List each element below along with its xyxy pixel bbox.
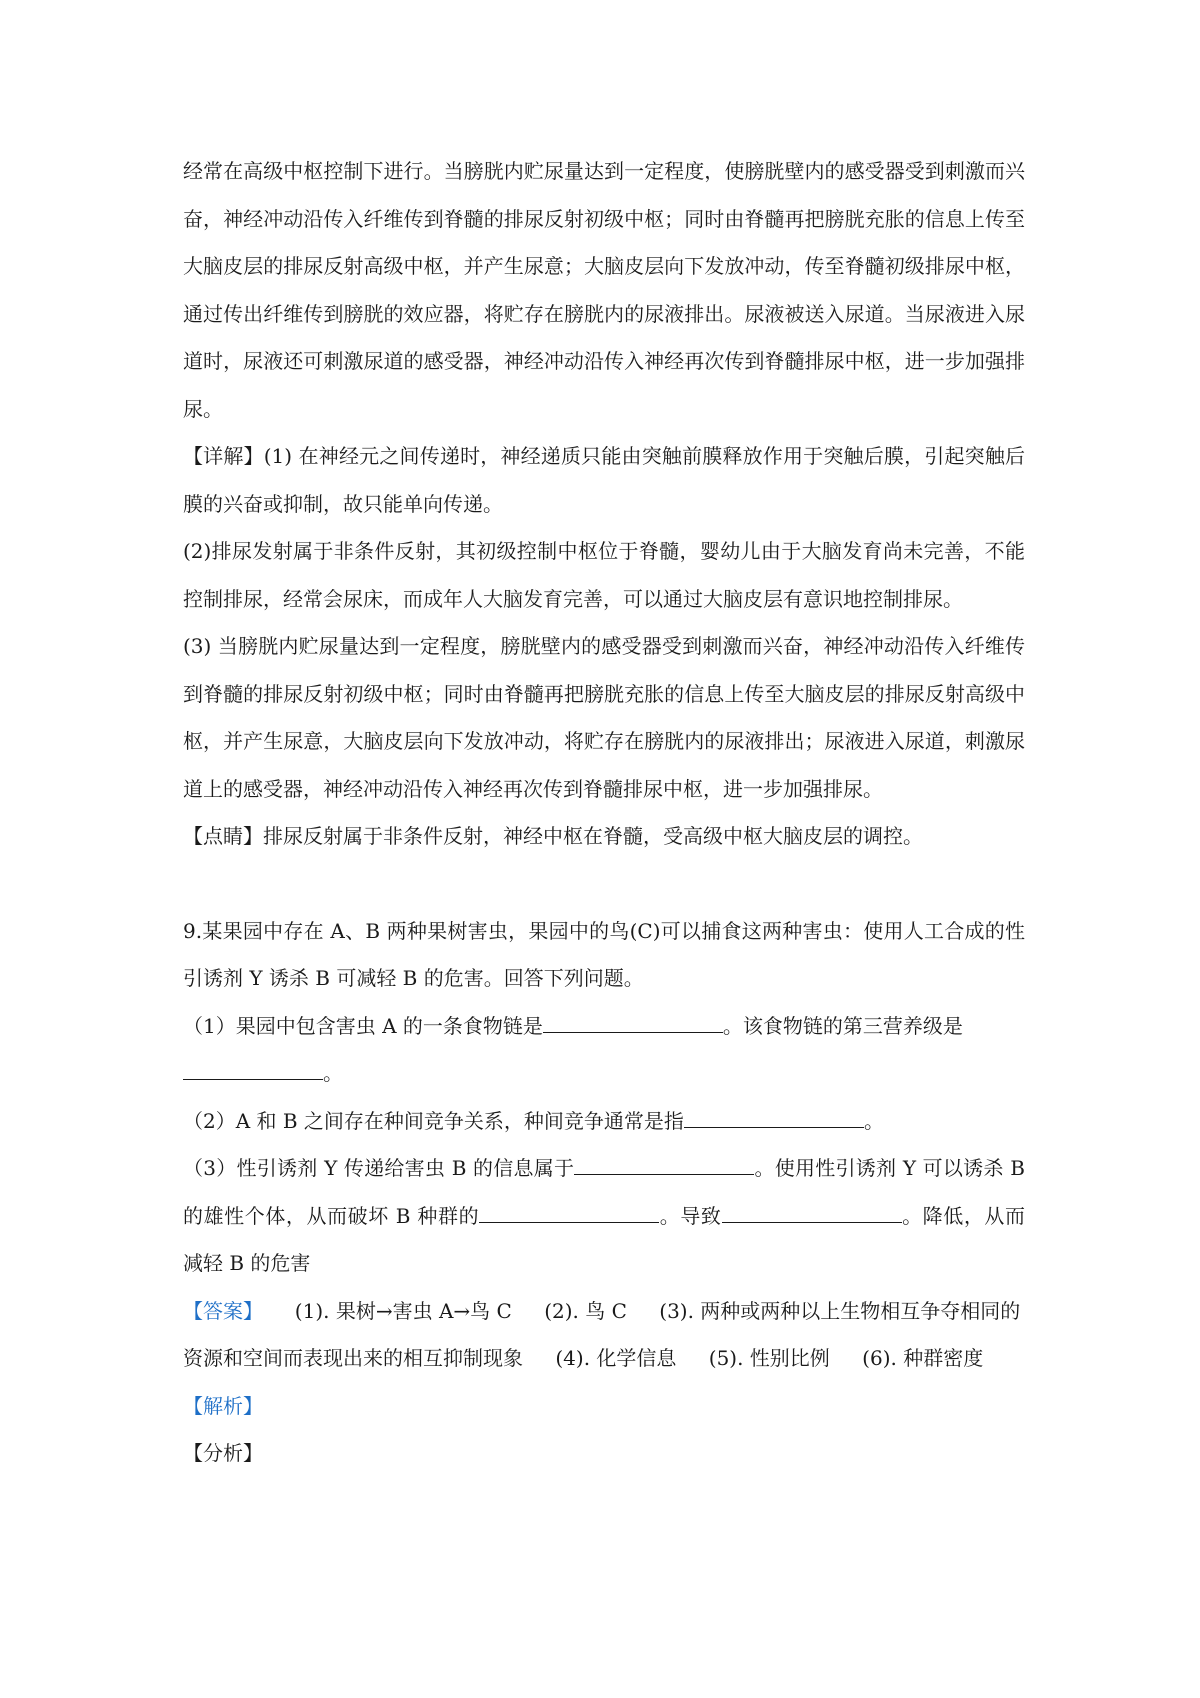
question-9-stem [183,908,1025,1003]
part-1-text-c: 。 [323,1061,343,1085]
part-2-text-b: 。 [863,1108,884,1133]
point-text: 排尿反射属于非条件反射，神经中枢在脊髓，受高级中枢大脑皮层的调控。 [263,824,923,848]
answer-item-6: (6). 种群密度 [862,1346,984,1370]
detail-text-1: (1) 在神经元之间传递时，神经递质只能由突触前膜释放作用于突触后膜，引起突触后膜的兴奋或抑制，故只能单向传递。 [183,444,1026,516]
answer-blank [684,1105,864,1128]
explanation-text: 经常在高级中枢控制下进行。当膀胱内贮尿量达到一定程度，使膀胱壁内的感受器受到刺激而兴奋，神经冲动沿传入纤维传到脊髓的排尿反射初级中枢；同时由脊髓再把膀胱充胀的信息上传至大脑皮层的排尿反射高级中枢，并产生尿意；大脑皮层向下发放冲动，传至脊髓初级排尿中枢，通过传出纤维传到膀胱的效应器，将贮存在膀胱内的尿液排出。尿液被送入尿道。当尿液进入尿道时，尿液还可刺激尿道的感受器，神经冲动沿传入神经再次传到脊髓排尿中枢，进一步加强排尿。 [183,159,1025,421]
answer-blank [183,1057,323,1080]
fenxi-heading [183,1430,1025,1478]
part-1-text-b: 。该食物链的第三营养级是 [722,1013,963,1038]
section-gap [183,861,1025,908]
answer-item-5: (5). 性别比例 [708,1346,830,1370]
analysis-label: 【解析】 [183,1393,263,1418]
answer-blank [479,1200,659,1223]
point-label: 【点睛】 [183,824,263,848]
answer-label: 【答案】 [183,1298,263,1323]
answer-blank [543,1010,723,1033]
question-stem-text: 9.某果园中存在 A、B 两种果树害虫，果园中的鸟(C)可以捕食这两种害虫：使用人工合成的性引诱剂 Y 诱杀 B 可减轻 B 的危害。回答下列问题。 [183,918,1025,990]
question-9-part-3 [183,1145,1025,1288]
answer-paragraph [183,1288,1025,1383]
part-3-text-a: （3）性引诱剂 Y 传递给害虫 B 的信息属于 [183,1156,575,1180]
detail-text-3: (3) 当膀胱内贮尿量达到一定程度，膀胱壁内的感受器受到刺激而兴奋，神经冲动沿传入纤维传到脊髓的排尿反射初级中枢；同时由脊髓再把膀胱充胀的信息上传至大脑皮层的排尿反射高级中枢，并产生尿意，大脑皮层向下发放冲动，将贮存在膀胱内的尿液排出；尿液进入尿道，刺激尿道上的感受器，神经冲动沿传入神经再次传到脊髓排尿中枢，进一步加强排尿。 [183,634,1025,801]
part-3-text-d: 。降低，从而减轻 B 的危害 [183,1203,1026,1275]
part-1-text-a: （1）果园中包含害虫 A 的一条食物链是 [183,1013,543,1038]
answer-blank [574,1152,754,1175]
answer-item-4: (4). 化学信息 [555,1346,677,1370]
analysis-heading [183,1383,1025,1431]
answer-item-1: (1). 果树→害虫 A→鸟 C [294,1298,512,1323]
detail-paragraph-3 [183,623,1025,813]
question-9-part-1 [183,1003,1025,1098]
point-paragraph [183,813,1025,861]
detail-label: 【详解】 [183,444,264,468]
document-content [183,148,1025,1478]
question-9-part-2 [183,1098,1025,1146]
answer-blank [722,1200,902,1223]
part-2-text-a: （2）A 和 B 之间存在种间竞争关系，种间竞争通常是指 [183,1108,684,1133]
part-3-text-b: 。使用性引诱剂 Y 可以诱杀 B 的雄性个体，从而破坏 B 种群的 [183,1156,1025,1228]
part-3-text-c: 。导致 [659,1203,722,1228]
detail-paragraph-1 [183,433,1025,528]
explanation-paragraph [183,148,1025,433]
answer-item-3: (3). 两种或两种以上生物相互争夺相同的资源和空间而表现出来的相互抑制现象 [183,1298,1021,1370]
fenxi-label: 【分析】 [183,1441,263,1465]
detail-text-2: (2)排尿发射属于非条件反射，其初级控制中枢位于脊髓，婴幼儿由于大脑发育尚未完善，不能控制排尿，经常会尿床，而成年人大脑发育完善，可以通过大脑皮层有意识地控制排尿。 [183,539,1025,611]
detail-paragraph-2 [183,528,1025,623]
answer-item-2: (2). 鸟 C [544,1298,627,1323]
